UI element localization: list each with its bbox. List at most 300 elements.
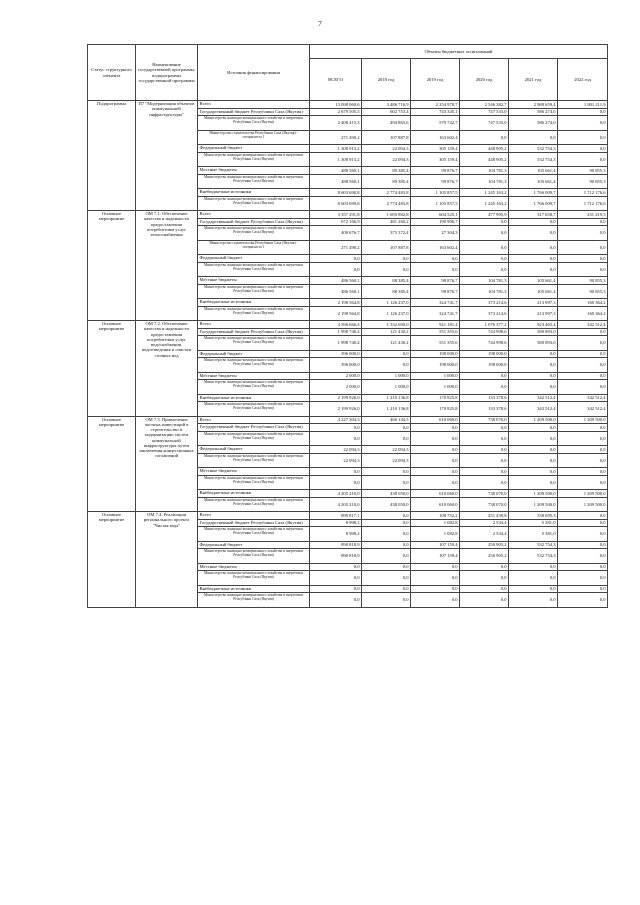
funding-source: Федеральный бюджет (198, 446, 310, 454)
amount-total: 396 000,0 (310, 350, 362, 358)
amount-year: 1 766 009,7 (509, 196, 558, 211)
responsible-executor: Министерство жилищно-коммунального хозяйства и энергетики Республики Саха (Якутия) (198, 475, 310, 490)
amount-year: 342 512,4 (509, 402, 558, 417)
amount-year: 2 988 659,4 (509, 101, 558, 109)
amount-year: 317 658,7 (509, 211, 558, 219)
funding-source: Внебюджетные источники (198, 299, 310, 307)
amount-year: 133 378,6 (460, 394, 509, 402)
amount-year: 0,0 (411, 468, 460, 476)
amount-year: 1 082,8 (411, 527, 460, 542)
page-number: 7 (318, 20, 322, 28)
responsible-executor: Министерство жилищно-коммунального хозяйства и энергетики Республики Саха (Якутия) (198, 262, 310, 277)
amount-year: 5 381,0 (509, 519, 558, 527)
amount-year: 477 995,9 (460, 211, 509, 219)
amount-total: 672 166,9 (310, 218, 362, 226)
amount-year: 88 385,4 (362, 277, 411, 285)
program-name: П7 "Модернизация объектов коммунальной инфраструктуры" (136, 101, 198, 211)
amount-year: 0,0 (362, 424, 411, 432)
amount-year: 0,0 (509, 424, 558, 432)
amount-year: 0,0 (362, 541, 411, 549)
amount-year: 0,0 (362, 593, 411, 608)
amount-total: 2 000,0 (310, 380, 362, 395)
amount-total: 4 205 210,0 (310, 490, 362, 498)
amount-year: 738 070,0 (460, 416, 509, 424)
amount-year: 0,0 (558, 424, 608, 432)
amount-year: 22 094,3 (362, 446, 411, 454)
amount-year: 532 754,3 (509, 549, 558, 564)
amount-year: 0,0 (411, 424, 460, 432)
amount-year: 0,0 (460, 255, 509, 263)
amount-year: 2 774 483,8 (362, 189, 411, 197)
amount-year: 1 210 136,8 (362, 394, 411, 402)
amount-year: 0,0 (411, 453, 460, 468)
amount-total: 8 603 690,8 (310, 196, 362, 211)
amount-year: 198 000,0 (460, 350, 509, 358)
amount-year: 0,0 (411, 571, 460, 586)
amount-year: 373 372,4 (362, 226, 411, 241)
amount-total: 2 408 415,3 (310, 116, 362, 131)
amount-year: 133 378,6 (460, 402, 509, 417)
amount-year: 22 094,3 (362, 145, 411, 153)
amount-year: 1 209 500,0 (558, 490, 608, 498)
amount-total: 2 198 564,8 (310, 306, 362, 321)
table-body (88, 101, 608, 608)
amount-year: 747 533,0 (460, 116, 509, 131)
amount-year: 0,0 (362, 563, 411, 571)
amount-year: 0,0 (411, 446, 460, 454)
amount-year: 438 050,0 (362, 497, 411, 512)
amount-year: 0,0 (558, 262, 608, 277)
amount-year: 448 905,2 (460, 152, 509, 167)
table-row (88, 321, 608, 329)
amount-year: 107 887,8 (362, 130, 411, 145)
amount-year: 0,0 (509, 380, 558, 395)
responsible-executor: Министерство жилищно-коммунального хозяйства и энергетики Республики Саха (Якутия) (198, 380, 310, 395)
amount-year: 610 060,0 (411, 416, 460, 424)
amount-year: 107 159,4 (411, 549, 460, 564)
amount-year: 1 209 500,0 (558, 497, 608, 512)
amount-year: 0,0 (558, 328, 608, 336)
amount-year: 0,0 (460, 431, 509, 446)
amount-total: 0,0 (310, 563, 362, 571)
amount-year: 324 741,7 (411, 306, 460, 321)
responsible-executor: Министерство жилищно-коммунального хозяйства и энергетики Республики Саха (Якутия) (198, 196, 310, 211)
amount-year: 1 332 690,0 (362, 321, 411, 329)
budget-table (87, 44, 608, 608)
amount-total: 0,0 (310, 431, 362, 446)
amount-year: 0,0 (509, 446, 558, 454)
amount-year: 438 050,0 (362, 490, 411, 498)
amount-year: 198 000,0 (411, 358, 460, 373)
amount-year: 602 753,4 (362, 108, 411, 116)
amount-total: 488 560,1 (310, 167, 362, 175)
amount-year: 744 998,6 (460, 328, 509, 336)
amount-total: 4 227 304,3 (310, 416, 362, 424)
table-row (88, 211, 608, 219)
amount-year: 0,0 (362, 512, 411, 520)
amount-year: 0,0 (509, 453, 558, 468)
amount-year: 0,0 (558, 350, 608, 358)
responsible-executor: Министерство жилищно-коммунального хозяйства и энергетики Республики Саха (Якутия) (198, 497, 310, 512)
amount-year: 104 781,3 (460, 167, 509, 175)
amount-year: 0,0 (558, 380, 608, 395)
amount-total: 22 094,3 (310, 453, 362, 468)
funding-source: Местные бюджеты (198, 563, 310, 571)
amount-year: 0,0 (411, 262, 460, 277)
amount-year: 0,0 (509, 130, 558, 145)
funding-source: Государственный бюджет Республики Саха (Якутия) (198, 519, 310, 527)
amount-year: 1 082,8 (411, 519, 460, 527)
funding-source: Федеральный бюджет (198, 145, 310, 153)
amount-total: 22 094,3 (310, 446, 362, 454)
amount-year: 0,0 (509, 255, 558, 263)
amount-year: 324 741,7 (411, 299, 460, 307)
amount-year: 0,0 (362, 358, 411, 373)
amount-year: 373 214,6 (460, 299, 509, 307)
amount-total: 2 199 926,0 (310, 394, 362, 402)
amount-year: 923 465,4 (509, 321, 558, 329)
amount-total: 486 560,1 (310, 277, 362, 285)
amount-year: 586 274,0 (509, 116, 558, 131)
program-name: ОМ 7.2. Обеспечение качества и надежности предоставления потребителям услуг водоснабжения, водоотведения и очистки сточных вод (136, 321, 198, 417)
funding-source: Государственный бюджет Республики Саха (Якутия) (198, 328, 310, 336)
amount-year: 744 998,6 (460, 336, 509, 351)
amount-year: 1 245 163,2 (460, 189, 509, 197)
amount-total: 0,0 (310, 468, 362, 476)
amount-year: 579 742,7 (411, 116, 460, 131)
amount-total: 488 560,1 (310, 174, 362, 189)
amount-year: 551 355,6 (411, 328, 460, 336)
amount-year: 90 855,3 (558, 277, 608, 285)
header-volumes: Объемы бюджетных ассигнований (310, 45, 608, 59)
amount-year: 1 209 500,0 (509, 490, 558, 498)
funding-source: Федеральный бюджет (198, 541, 310, 549)
amount-year: 0,0 (558, 108, 608, 116)
amount-year: 2 534,4 (460, 519, 509, 527)
amount-year: 0,0 (411, 563, 460, 571)
amount-year: 0,0 (460, 453, 509, 468)
amount-year: 1 105 857,5 (411, 196, 460, 211)
responsible-executor: Министерство жилищно-коммунального хозяйства и энергетики Республики Саха (Якутия) (198, 593, 310, 608)
amount-year: 342 512,4 (558, 321, 608, 329)
amount-year: 1 801 211,9 (558, 101, 608, 109)
amount-year: 160 364,2 (558, 306, 608, 321)
amount-total: 271 490,2 (310, 240, 362, 255)
amount-year: 0,0 (509, 563, 558, 571)
amount-year: 88 385,4 (362, 284, 411, 299)
amount-year: 105 661,4 (509, 284, 558, 299)
funding-source: Всего (198, 321, 310, 329)
amount-total: 400 676,7 (310, 226, 362, 241)
responsible-executor: Министерство строительства Республики Саха (Якутия) - специалиста 1 (198, 130, 310, 145)
amount-year: 213 997,3 (509, 299, 558, 307)
header-year: 2020 год (460, 59, 509, 101)
amount-year: 251 219,5 (558, 211, 608, 219)
header-year: 2022 год (558, 59, 608, 101)
amount-total: 0,0 (310, 585, 362, 593)
amount-year: 0,0 (460, 593, 509, 608)
amount-year: 342 512,4 (509, 394, 558, 402)
amount-year: 0,0 (460, 262, 509, 277)
amount-year: 0,0 (509, 218, 558, 226)
header-program: Наименование государственной программы, подпрограммы государственной программы (136, 45, 198, 101)
funding-source: Внебюджетные источники (198, 490, 310, 498)
amount-year: 0,0 (558, 571, 608, 586)
amount-year: 0,0 (509, 240, 558, 255)
amount-year: 1 000,0 (362, 372, 411, 380)
amount-year: 98 876,7 (411, 277, 460, 285)
amount-year: 2 534,4 (460, 527, 509, 542)
amount-year: 0,0 (558, 527, 608, 542)
amount-year: 305 159,4 (411, 145, 460, 153)
amount-year: 170 825,8 (411, 394, 460, 402)
amount-year: 90 855,3 (558, 174, 608, 189)
amount-year: 22 094,3 (362, 152, 411, 167)
amount-year: 2 254 978,7 (411, 101, 460, 109)
amount-year: 580 893,0 (509, 328, 558, 336)
amount-year: 532 754,3 (509, 152, 558, 167)
amount-year: 0,0 (411, 593, 460, 608)
amount-year: 0,0 (558, 372, 608, 380)
amount-year: 0,0 (362, 519, 411, 527)
funding-source: Федеральный бюджет (198, 350, 310, 358)
amount-year: 0,0 (460, 226, 509, 241)
amount-year: 99 876,7 (411, 167, 460, 175)
element-status: Основное мероприятие (88, 211, 136, 321)
amount-year: 0,0 (460, 380, 509, 395)
amount-year: 0,0 (509, 475, 558, 490)
amount-year: 0,0 (558, 453, 608, 468)
amount-year: 747 533,0 (460, 108, 509, 116)
amount-year: 0,0 (460, 585, 509, 593)
responsible-executor: Министерство жилищно-коммунального хозяйства и энергетики Республики Саха (Якутия) (198, 226, 310, 241)
funding-source: Внебюджетные источники (198, 394, 310, 402)
funding-source: Всего (198, 512, 310, 520)
funding-source: Местные бюджеты (198, 167, 310, 175)
amount-year: 105 661,4 (509, 174, 558, 189)
amount-year: 0,0 (460, 130, 509, 145)
amount-year: 1 076 377,2 (460, 321, 509, 329)
amount-year: 0,0 (509, 468, 558, 476)
amount-year: 0,0 (362, 431, 411, 446)
amount-year: 1 126 237,0 (362, 299, 411, 307)
amount-year: 738 070,0 (460, 497, 509, 512)
amount-year: 0,0 (558, 468, 608, 476)
amount-year: 170 825,8 (411, 402, 460, 417)
amount-year: 107 887,8 (362, 240, 411, 255)
amount-year: 604 525,1 (411, 211, 460, 219)
amount-year: 99 876,7 (411, 174, 460, 189)
amount-total: 2 679 505,5 (310, 108, 362, 116)
header-source: Источник финансирования (198, 45, 310, 101)
amount-year: 0,0 (558, 130, 608, 145)
responsible-executor: Министерство строительства Республики Саха (Якутия) - специалиста 1 (198, 240, 310, 255)
amount-total: 2 199 926,0 (310, 402, 362, 417)
responsible-executor: Министерство жилищно-коммунального хозяйства и энергетики Республики Саха (Якутия) (198, 116, 310, 131)
amount-year: 460 144,3 (362, 416, 411, 424)
amount-year: 538 695,3 (509, 512, 558, 520)
amount-year: 0,0 (460, 424, 509, 432)
amount-year: 121 430,2 (362, 328, 411, 336)
amount-year: 1 209 500,0 (558, 416, 608, 424)
amount-year: 1 000,0 (362, 380, 411, 395)
amount-year: 1 209 500,0 (509, 497, 558, 512)
amount-year: 580 893,0 (509, 336, 558, 351)
amount-year: 0,0 (362, 585, 411, 593)
table-row (88, 101, 608, 109)
amount-year: 0,0 (558, 240, 608, 255)
amount-year: 190 906,7 (411, 218, 460, 226)
amount-year: 610 060,0 (411, 497, 460, 512)
element-status: Основное мероприятие (88, 321, 136, 417)
amount-total: 8 998,2 (310, 519, 362, 527)
amount-year: 104 781,3 (460, 277, 509, 285)
element-status: Основное мероприятие (88, 512, 136, 608)
responsible-executor: Министерство жилищно-коммунального хозяйства и энергетики Республики Саха (Якутия) (198, 402, 310, 417)
amount-year: 0,0 (558, 145, 608, 153)
amount-year: 104 781,3 (460, 284, 509, 299)
amount-year: 90 855,3 (558, 284, 608, 299)
amount-year: 921 181,4 (411, 321, 460, 329)
amount-total: 1 308 913,2 (310, 145, 362, 153)
amount-year: 0,0 (558, 541, 608, 549)
amount-year: 610 060,0 (411, 490, 460, 498)
amount-year: 1 000,0 (411, 372, 460, 380)
amount-year: 0,0 (362, 468, 411, 476)
amount-total: 8 603 690,8 (310, 189, 362, 197)
funding-source: Всего (198, 101, 310, 109)
amount-year: 1 000,0 (411, 380, 460, 395)
amount-year: 160 364,2 (558, 299, 608, 307)
amount-year: 0,0 (558, 593, 608, 608)
amount-year: 0,0 (558, 446, 608, 454)
amount-year: 0,0 (411, 431, 460, 446)
funding-source: Внебюджетные источники (198, 585, 310, 593)
amount-year: 0,0 (362, 571, 411, 586)
amount-year: 738 070,0 (460, 490, 509, 498)
amount-year: 743 345,1 (411, 108, 460, 116)
amount-year: 121 430,2 (362, 336, 411, 351)
funding-source: Внебюджетные источники (198, 189, 310, 197)
element-status: Основное мероприятие (88, 416, 136, 512)
funding-source: Местные бюджеты (198, 468, 310, 476)
amount-year: 250 905,2 (460, 541, 509, 549)
amount-year: 342 512,4 (558, 402, 608, 417)
responsible-executor: Министерство жилищно-коммунального хозяйства и энергетики Республики Саха (Якутия) (198, 336, 310, 351)
amount-total: 890 818,9 (310, 541, 362, 549)
program-name: ОМ 7.4. Реализация регионального проекта "Чистая вода" (136, 512, 198, 608)
amount-year: 0,0 (558, 218, 608, 226)
amount-total: 2 198 564,8 (310, 299, 362, 307)
amount-year: 1 210 136,8 (362, 402, 411, 417)
amount-year: 0,0 (460, 563, 509, 571)
amount-year: 0,0 (362, 527, 411, 542)
amount-year: 89 385,4 (362, 174, 411, 189)
amount-year: 0,0 (558, 512, 608, 520)
responsible-executor: Министерство жилищно-коммунального хозяйства и энергетики Республики Саха (Якутия) (198, 284, 310, 299)
funding-source: Всего (198, 211, 310, 219)
amount-year: 0,0 (509, 431, 558, 446)
amount-year: 0,0 (362, 475, 411, 490)
amount-year: 342 512,4 (558, 394, 608, 402)
amount-year: 250 905,2 (460, 549, 509, 564)
amount-year: 373 214,6 (460, 306, 509, 321)
amount-year: 1 105 857,5 (411, 189, 460, 197)
amount-total: 899 817,1 (310, 512, 362, 520)
amount-total: 890 818,9 (310, 549, 362, 564)
program-name: ОМ 7.1. Обеспечение качества и надежности предоставления потребителям услуг теплоснабжения (136, 211, 198, 321)
amount-total: 0,0 (310, 424, 362, 432)
amount-year: 1 712 176,6 (558, 196, 608, 211)
amount-year: 0,0 (558, 549, 608, 564)
amount-year: 89 385,4 (362, 167, 411, 175)
amount-total: 8 998,2 (310, 527, 362, 542)
amount-year: 532 754,3 (509, 145, 558, 153)
amount-year: 27 304,3 (411, 226, 460, 241)
amount-year: 105 661,4 (509, 167, 558, 175)
amount-year: 0,0 (411, 585, 460, 593)
amount-total: 2 000,0 (310, 372, 362, 380)
amount-year: 1 209 500,0 (509, 416, 558, 424)
amount-year: 0,0 (509, 262, 558, 277)
responsible-executor: Министерство жилищно-коммунального хозяйства и энергетики Республики Саха (Якутия) (198, 549, 310, 564)
header-year: 2021 год (509, 59, 558, 101)
amount-year: 305 159,4 (411, 152, 460, 167)
responsible-executor: Министерство жилищно-коммунального хозяйства и энергетики Республики Саха (Якутия) (198, 527, 310, 542)
amount-year: 0,0 (509, 571, 558, 586)
amount-year: 0,0 (460, 468, 509, 476)
element-status: Подпрограмма (88, 101, 136, 211)
amount-total: 1 998 740,4 (310, 328, 362, 336)
responsible-executor: Министерство жилищно-коммунального хозяйства и энергетики Республики Саха (Якутия) (198, 358, 310, 373)
amount-year: 107 159,4 (411, 541, 460, 549)
amount-year: 0,0 (558, 116, 608, 131)
responsible-executor: Министерство жилищно-коммунального хозяйства и энергетики Республики Саха (Якутия) (198, 306, 310, 321)
program-name: ОМ 7.3. Привлечение частных инвестиций в строительство и модернизацию систем коммунальной инфраструктуры путем заключения концессионных соглашений (136, 416, 198, 512)
funding-source: Всего (198, 416, 310, 424)
amount-year: 1 695 882,8 (362, 211, 411, 219)
header-year: 2019 год (411, 59, 460, 101)
amount-year: 0,0 (362, 350, 411, 358)
amount-year: 163 602,4 (411, 240, 460, 255)
amount-total: 0,0 (310, 262, 362, 277)
funding-source: Государственный бюджет Республики Саха (Якутия) (198, 218, 310, 226)
responsible-executor: Министерство жилищно-коммунального хозяйства и энергетики Республики Саха (Якутия) (198, 431, 310, 446)
amount-year: 532 754,3 (509, 541, 558, 549)
amount-year: 0,0 (460, 475, 509, 490)
amount-year: 494 865,6 (362, 116, 411, 131)
amount-year: 2 546 382,7 (460, 101, 509, 109)
amount-total: 4 205 210,0 (310, 497, 362, 512)
amount-total: 396 000,0 (310, 358, 362, 373)
amount-year: 0,0 (558, 255, 608, 263)
amount-year: 198 000,0 (411, 350, 460, 358)
amount-year: 0,0 (558, 336, 608, 351)
amount-year: 90 855,3 (558, 167, 608, 175)
header-total: ВСЕГО (310, 59, 362, 101)
amount-year: 213 997,3 (509, 306, 558, 321)
amount-year: 2 774 483,8 (362, 196, 411, 211)
amount-year: 3 486 716,9 (362, 101, 411, 109)
amount-year: 551 355,6 (411, 336, 460, 351)
amount-year: 1 766 009,7 (509, 189, 558, 197)
amount-total: 13 098 069,6 (310, 101, 362, 109)
header-year: 2018 год (362, 59, 411, 101)
funding-source: Федеральный бюджет (198, 255, 310, 263)
amount-year: 0,0 (509, 585, 558, 593)
amount-year: 198 000,0 (460, 358, 509, 373)
table-row (88, 416, 608, 424)
